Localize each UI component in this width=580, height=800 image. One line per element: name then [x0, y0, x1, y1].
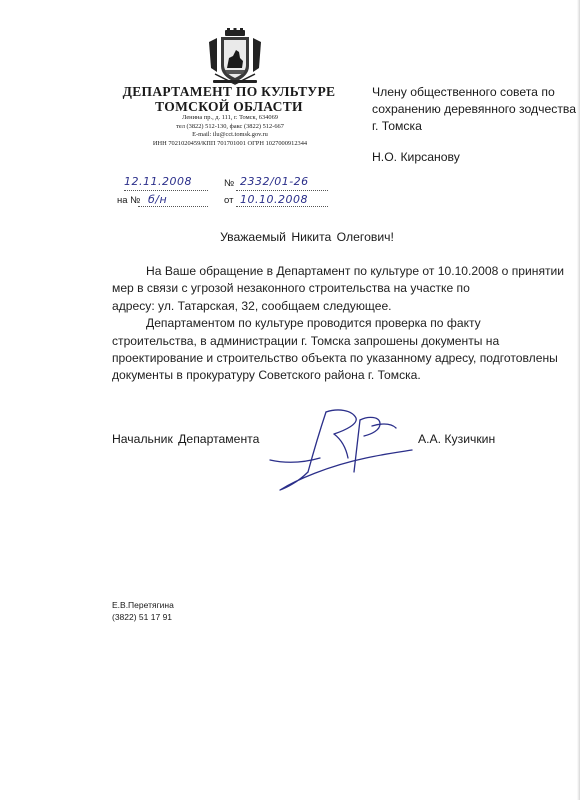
executor-phone: (3822) 51 17 91	[112, 612, 173, 622]
department-contacts	[110, 114, 350, 148]
body-paragraph2-line4: документы в прокуратуру Советского района г. Томска.	[112, 368, 421, 383]
date-line	[124, 190, 208, 191]
reference-number: б/н	[148, 193, 168, 206]
signatory-name: А.А. Кузичкин	[418, 432, 496, 446]
registration-date: 12.11.2008	[124, 175, 192, 188]
registration-number: 2332/01-26	[240, 175, 309, 188]
department-name	[95, 84, 363, 114]
recipient-line3: г. Томска	[372, 119, 422, 133]
body-paragraph2-line3: проектирование и строительство объекта по указанному адресу, подготовлены	[112, 351, 558, 366]
greeting: Уважаемый Никита Олегович!	[220, 230, 394, 244]
reference-date: 10.10.2008	[240, 193, 308, 206]
body-paragraph2-line2: строительства, в администрации г. Томска запрошены документы на	[112, 333, 500, 348]
registration-number-label: №	[224, 178, 235, 189]
reference-number-line	[138, 206, 208, 207]
reference-date-line	[236, 206, 328, 207]
letter-body	[112, 263, 580, 385]
reference-date-label: от	[224, 195, 234, 206]
body-paragraph1-line2: мер в связи с угрозой незаконного строительства на участке по	[112, 281, 470, 296]
body-paragraph1-line1: На Ваше обращение в Департамент по культуре от 10.10.2008 о принятии	[146, 264, 565, 278]
recipient-line2: сохранению деревянного зодчества	[372, 102, 577, 116]
recipient-block	[372, 84, 577, 135]
number-line	[236, 190, 328, 191]
recipient-name: Н.О. Кирсанову	[372, 150, 460, 164]
executor-name: Е.В.Перетягина	[112, 600, 174, 610]
reference-number-label: на №	[117, 195, 141, 206]
department-name-line2: ТОМСКОЙ ОБЛАСТИ	[155, 99, 303, 114]
signatory-title: Начальник Департамента	[112, 432, 260, 446]
body-paragraph1-line3: адресу: ул. Татарская, 32, сообщаем следующее.	[112, 298, 392, 313]
handwritten-signature	[268, 400, 418, 495]
executor-block	[112, 599, 174, 623]
body-paragraph2-line1: Департаментом по культуре проводится проверка по факту	[146, 316, 481, 331]
coat-of-arms-emblem	[203, 28, 267, 88]
department-name-line1: ДЕПАРТАМЕНТ ПО КУЛЬТУРЕ	[122, 84, 336, 99]
recipient-line1: Члену общественного совета по	[372, 85, 555, 99]
department-phone: тел (3822) 512-130, факс (3822) 512-667	[176, 122, 284, 130]
department-address: Ленина пр., д. 111, г. Томск, 634069	[182, 114, 278, 121]
department-email: E-mail: ilu@cct.tomsk.gov.ru	[192, 131, 268, 139]
department-ids: ИНН 7021020459/КПП 701701001 ОГРН 1027000912344	[152, 139, 308, 147]
